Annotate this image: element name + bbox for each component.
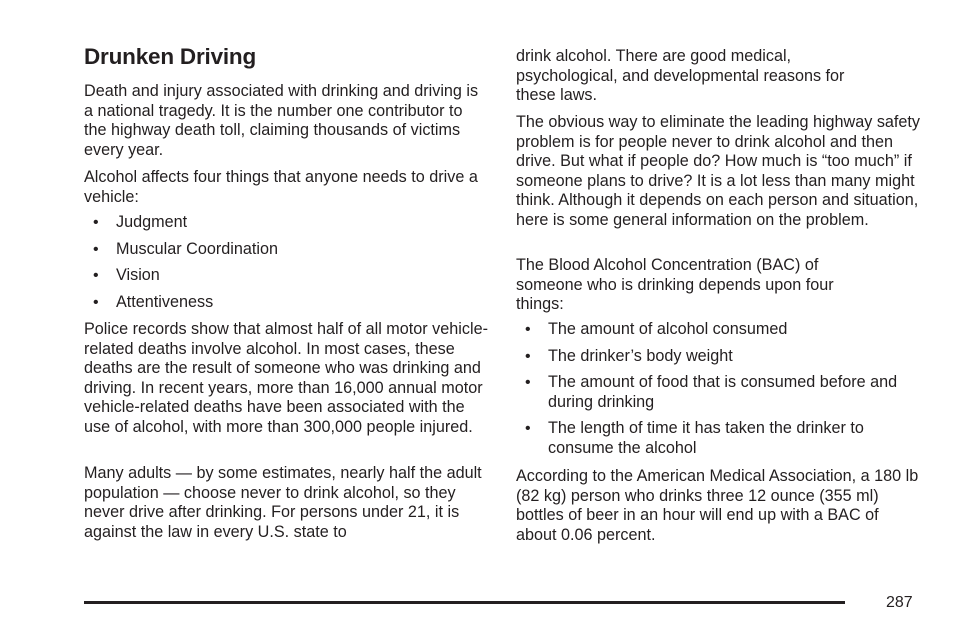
- list-item: • Muscular Coordination: [84, 240, 504, 260]
- list-item: • The amount of alcohol consumed: [516, 320, 916, 340]
- paragraph-four-things: Alcohol affects four things that anyone needs to drive a vehicle:: [84, 168, 478, 206]
- list-item: • Attentiveness: [84, 293, 504, 313]
- paragraph-obvious-way: The obvious way to eliminate the leading highway safety problem is for people never to drink alcohol and then drive. But what if people do? How much is “too much” if someone plans to drive? It is a lot less than many might think. Although it depends on each person and situation, here is some general information on the problem.: [516, 113, 921, 229]
- list-item: • The amount of food that is consumed before and during drinking: [516, 373, 916, 412]
- list-item: • Vision: [84, 266, 504, 286]
- paragraph-police-records: Police records show that almost half of all motor vehicle-related deaths involve alcohol. In most cases, these deaths are the result of someone who was drinking and driving. In recent years, more than 16,000 annual motor vehicle-related deaths have been associated with the use of alcohol, with more than 300,000 people injured.: [84, 320, 488, 436]
- paragraph-laws: drink alcohol. There are good medical, psychological, and developmental reasons for these laws.: [516, 47, 845, 104]
- footer-rule: [84, 601, 845, 604]
- paragraph-ama: According to the American Medical Association, a 180 lb (82 kg) person who drinks three 12 ounce (355 ml) bottles of beer in an hour will end up with a BAC of about 0.06 percent.: [516, 467, 919, 544]
- bullet-list-bac-factors: [516, 320, 916, 465]
- paragraph-intro: Death and injury associated with drinking and driving is a national tragedy. It is the number one contributor to the highway death toll, claiming thousands of victims every year.: [84, 82, 479, 159]
- section-heading: Drunken Driving: [84, 44, 257, 69]
- bullet-list-effects: [84, 213, 504, 319]
- paragraph-bac: The Blood Alcohol Concentration (BAC) of someone who is drinking depends upon four things:: [516, 256, 834, 313]
- list-item: • Judgment: [84, 213, 504, 233]
- list-item: • The length of time it has taken the drinker to consume the alcohol: [516, 419, 916, 458]
- paragraph-many-adults: Many adults — by some estimates, nearly half the adult population — choose never to drink alcohol, so they never drive after drinking. For persons under 21, it is against the law in every U.S. state to: [84, 464, 482, 541]
- page-number: 287: [886, 594, 913, 611]
- list-item: • The drinker’s body weight: [516, 347, 916, 367]
